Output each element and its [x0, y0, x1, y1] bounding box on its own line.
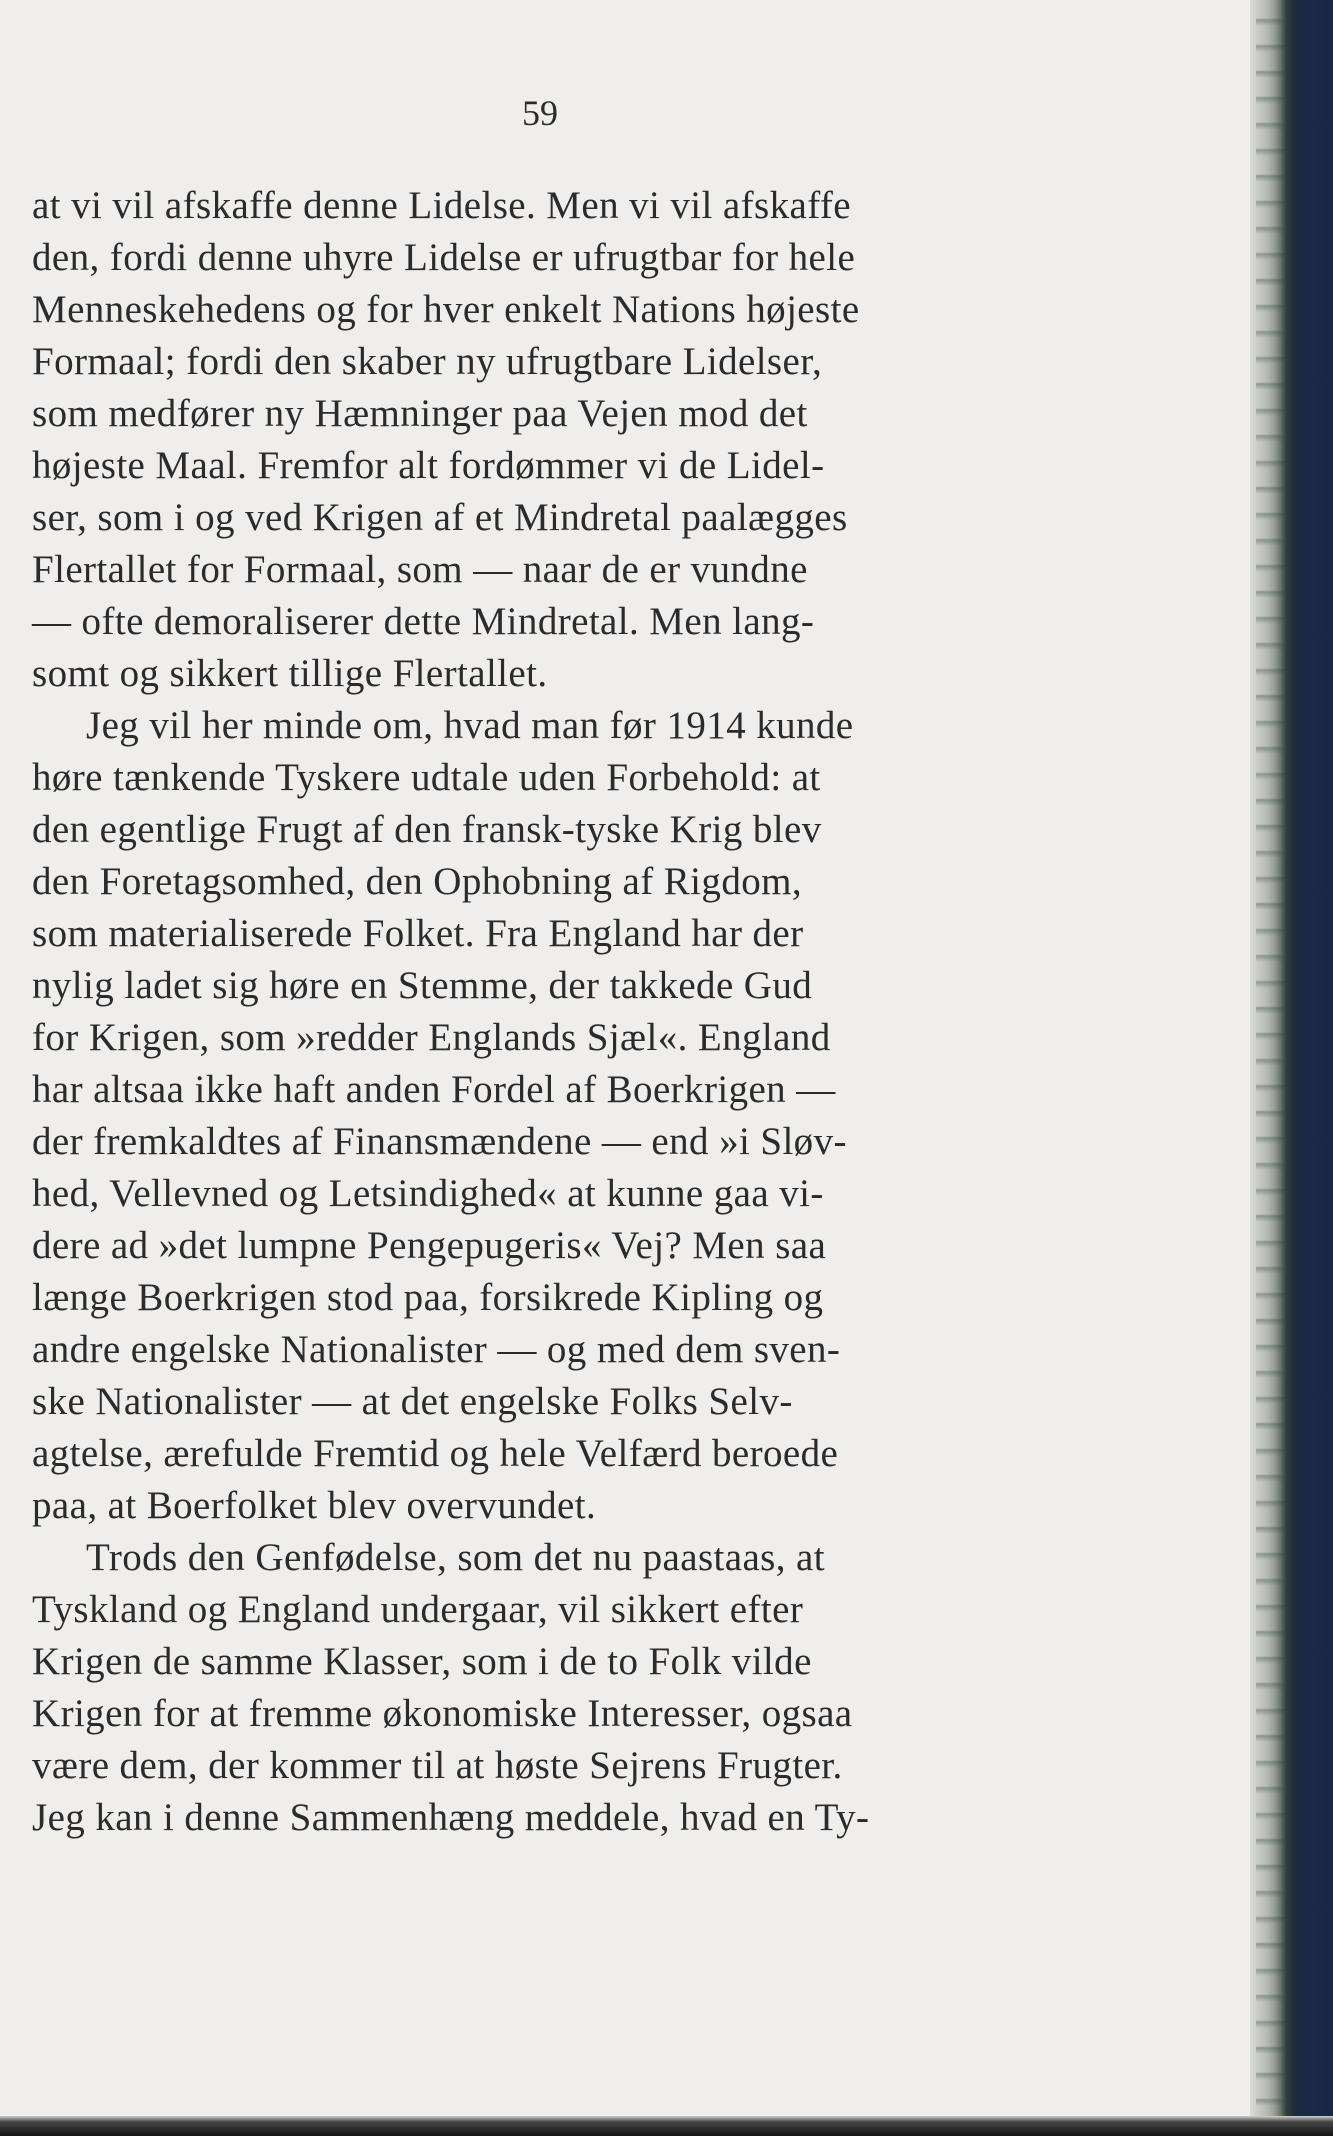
text-line: den, fordi denne uhyre Lidelse er ufrugtbar for hele: [32, 236, 856, 279]
page-bottom-edge: [0, 2116, 1333, 2136]
text-line: agtelse, ærefulde Fremtid og hele Velfærd beroede: [32, 1432, 839, 1475]
text-line: der fremkaldtes af Finansmændene — end »i Sløv-: [32, 1120, 847, 1163]
text-line: Flertallet for Formaal, som — naar de er vundne: [32, 548, 808, 591]
text-line: være dem, der kommer til at høste Sejrens Frugter.: [32, 1744, 843, 1787]
text-line: Jeg kan i denne Sammenhæng meddele, hvad en Ty-: [32, 1796, 870, 1839]
text-line: ser, som i og ved Krigen af et Mindretal paalægges: [32, 496, 848, 539]
text-line: hed, Vellevned og Letsindighed« at kunne gaa vi-: [32, 1172, 824, 1215]
text-line: længe Boerkrigen stod paa, forsikrede Kipling og: [32, 1276, 824, 1319]
text-line: Krigen de samme Klasser, som i de to Folk vilde: [32, 1640, 812, 1683]
text-line: paa, at Boerfolket blev overvundet.: [32, 1484, 597, 1527]
page-number: 59: [522, 93, 558, 133]
text-line: Menneskehedens og for hver enkelt Nations højeste: [32, 288, 860, 331]
text-line: for Krigen, som »redder Englands Sjæl«. England: [32, 1016, 831, 1059]
text-line: — ofte demoraliserer dette Mindretal. Men lang-: [32, 600, 815, 643]
text-line: ske Nationalister — at det engelske Folks Selv-: [32, 1380, 793, 1423]
text-line: højeste Maal. Fremfor alt fordømmer vi de Lidel-: [32, 444, 825, 487]
text-line: dere ad »det lumpne Pengepugeris« Vej? Men saa: [32, 1224, 827, 1267]
text-line: har altsaa ikke haft anden Fordel af Boerkrigen —: [32, 1068, 836, 1111]
text-line: Jeg vil her minde om, hvad man før 1914 kunde: [86, 704, 854, 747]
text-line: andre engelske Nationalister — og med dem sven-: [32, 1328, 841, 1371]
text-line: at vi vil afskaffe denne Lidelse. Men vi vil afskaffe: [32, 184, 851, 227]
text-line: den egentlige Frugt af den fransk-tyske Krig blev: [32, 808, 822, 851]
text-line: Tyskland og England undergaar, vil sikkert efter: [32, 1588, 804, 1631]
text-line: som materialiserede Folket. Fra England har der: [32, 912, 804, 955]
text-line: høre tænkende Tyskere udtale uden Forbehold: at: [32, 756, 821, 799]
text-line: som medfører ny Hæmninger paa Vejen mod det: [32, 392, 808, 435]
text-line: nylig ladet sig høre en Stemme, der takkede Gud: [32, 964, 813, 1007]
text-line: Krigen for at fremme økonomiske Interesser, ogsaa: [32, 1692, 853, 1735]
text-line: somt og sikkert tillige Flertallet.: [32, 652, 548, 695]
text-line: Trods den Genfødelse, som det nu paastaas, at: [86, 1536, 826, 1579]
body-text: [32, 180, 1072, 1844]
spine-texture: [1256, 0, 1286, 2136]
text-line: den Foretagsomhed, den Ophobning af Rigdom,: [32, 860, 803, 903]
text-line: Formaal; fordi den skaber ny ufrugtbare Lidelser,: [32, 340, 823, 383]
